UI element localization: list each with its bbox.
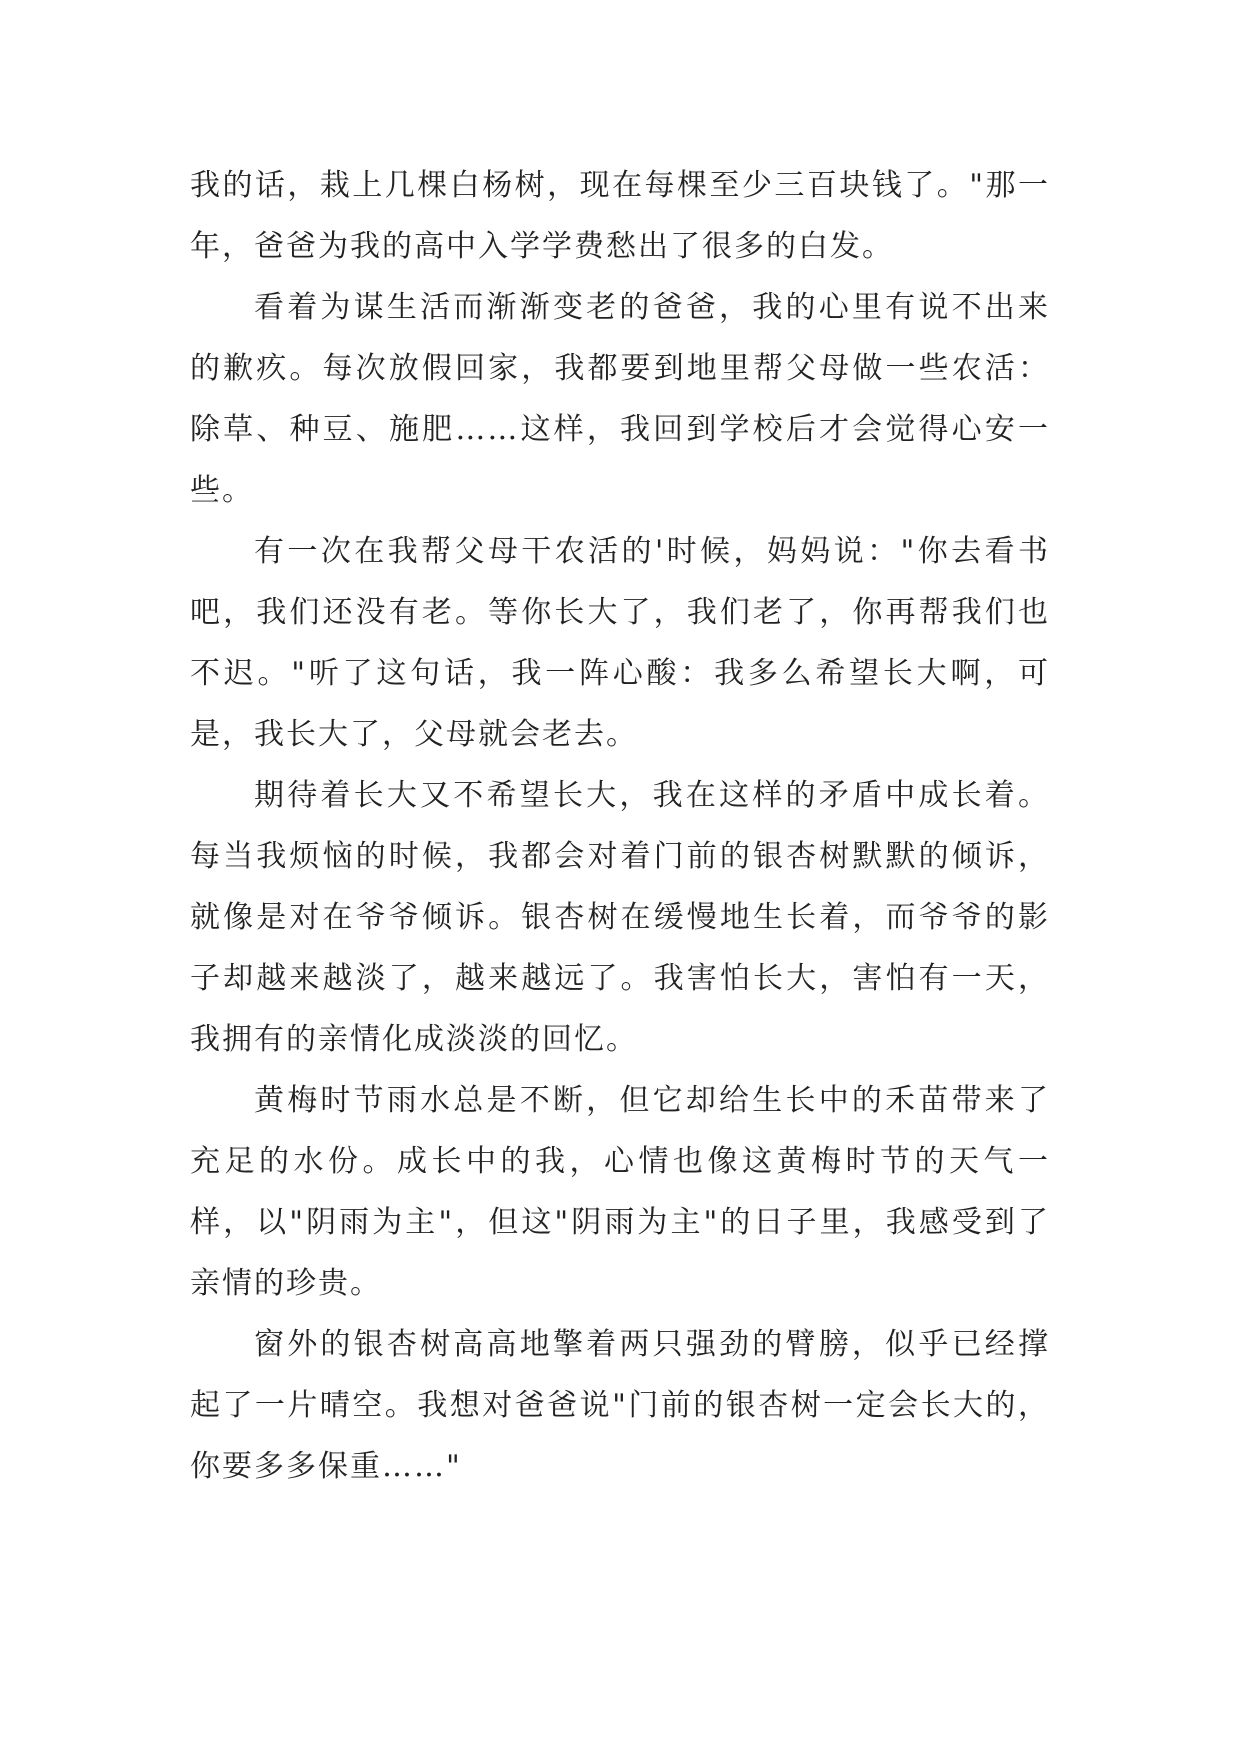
document-body	[190, 155, 1050, 1497]
paragraph-5: 黄梅时节雨水总是不断，但它却给生长中的禾苗带来了充足的水份。成长中的我，心情也像这黄梅时节的天气一样，以"阴雨为主"，但这"阴雨为主"的日子里，我感受到了亲情的珍贵。	[190, 1083, 1050, 1301]
paragraph-6: 窗外的银杏树高高地擎着两只强劲的臂膀，似乎已经撑起了一片晴空。我想对爸爸说"门前的银杏树一定会长大的，你要多多保重……"	[190, 1327, 1050, 1484]
paragraph-4: 期待着长大又不希望长大，我在这样的矛盾中成长着。每当我烦恼的时候，我都会对着门前的银杏树默默的倾诉，就像是对在爷爷倾诉。银杏树在缓慢地生长着，而爷爷的影子却越来越淡了，越来越远了。我害怕长大，害怕有一天，我拥有的亲情化成淡淡的回忆。	[190, 778, 1050, 1057]
paragraph-2: 看着为谋生活而渐渐变老的爸爸，我的心里有说不出来的歉疚。每次放假回家，我都要到地里帮父母做一些农活：除草、种豆、施肥……这样，我回到学校后才会觉得心安一些。	[190, 290, 1050, 508]
paragraph-3: 有一次在我帮父母干农活的'时候，妈妈说："你去看书吧，我们还没有老。等你长大了，我们老了，你再帮我们也不迟。"听了这句话，我一阵心酸：我多么希望长大啊，可是，我长大了，父母就会老去。	[190, 534, 1050, 752]
paragraph-1: 我的话，栽上几棵白杨树，现在每棵至少三百块钱了。"那一年，爸爸为我的高中入学学费愁出了很多的白发。	[190, 168, 1050, 264]
